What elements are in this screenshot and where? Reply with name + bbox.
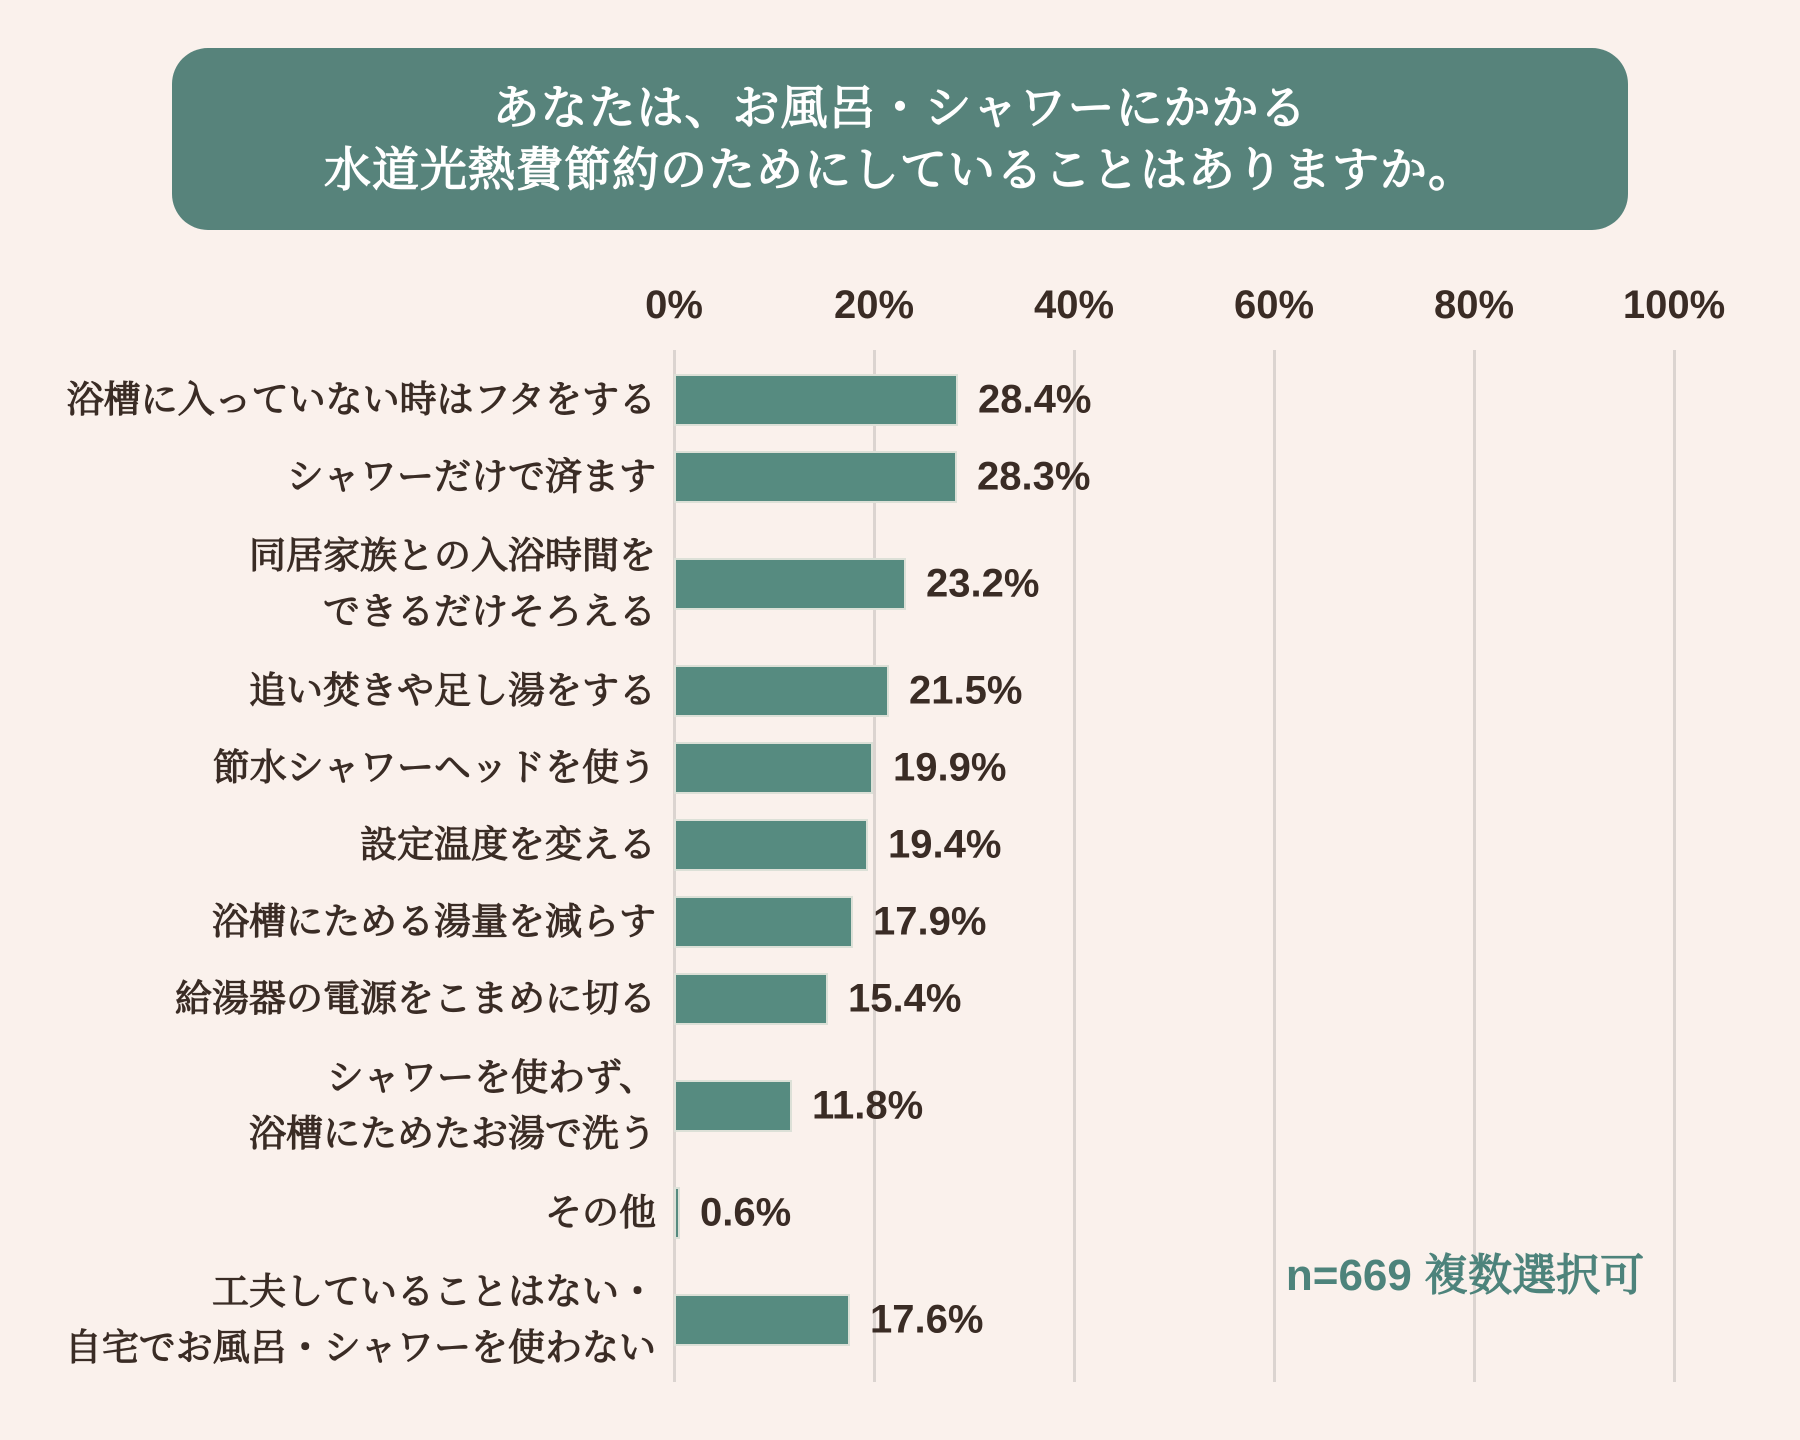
category-label bbox=[175, 971, 656, 1027]
bar bbox=[674, 742, 873, 794]
gridline bbox=[1473, 350, 1476, 1382]
x-axis-tick-label: 60% bbox=[1233, 283, 1315, 327]
title-banner bbox=[172, 48, 1628, 230]
x-axis-tick-label: 20% bbox=[833, 283, 915, 327]
bar bbox=[674, 1294, 850, 1346]
value-label: 15.4% bbox=[848, 976, 962, 1021]
category-label bbox=[65, 1264, 656, 1376]
bar bbox=[674, 896, 853, 948]
bar bbox=[674, 819, 868, 871]
category-label bbox=[249, 1050, 656, 1162]
category-label bbox=[287, 449, 656, 505]
category-label bbox=[213, 740, 656, 796]
category-label-line: 追い焚きや足し湯をする bbox=[249, 670, 656, 711]
category-label-line: 工夫していることはない・ bbox=[212, 1271, 656, 1312]
category-label bbox=[249, 663, 656, 719]
category-label bbox=[545, 1185, 656, 1241]
category-label-line: 自宅でお風呂・シャワーを使わない bbox=[64, 1327, 656, 1368]
bar bbox=[674, 1187, 680, 1239]
gridline bbox=[1273, 350, 1276, 1382]
category-label bbox=[67, 372, 656, 428]
x-axis-tick-label: 100% bbox=[1622, 283, 1726, 327]
category-label bbox=[212, 894, 656, 950]
value-label: 28.4% bbox=[978, 377, 1092, 422]
category-label-line: 設定温度を変える bbox=[360, 824, 656, 865]
bar bbox=[674, 558, 906, 610]
value-label: 21.5% bbox=[909, 668, 1023, 713]
category-label-line: シャワーを使わず、 bbox=[326, 1057, 656, 1098]
category-label-line: 浴槽にためる湯量を減らす bbox=[212, 901, 656, 942]
x-axis-tick-label: 40% bbox=[1033, 283, 1115, 327]
x-axis-tick-label: 0% bbox=[645, 283, 703, 327]
bar bbox=[674, 374, 958, 426]
category-label-line: 浴槽に入っていない時はフタをする bbox=[66, 379, 656, 420]
x-axis-tick-label: 80% bbox=[1433, 283, 1515, 327]
page-title-line1: あなたは、お風呂・シャワーにかかる bbox=[492, 81, 1308, 134]
bar bbox=[674, 1080, 792, 1132]
value-label: 0.6% bbox=[700, 1190, 792, 1235]
value-label: 17.6% bbox=[870, 1297, 984, 1342]
gridline bbox=[1673, 350, 1676, 1382]
page-title-line2: 水道光熱費節約のためにしていることはありますか。 bbox=[324, 143, 1476, 196]
value-label: 28.3% bbox=[977, 454, 1091, 499]
category-label bbox=[249, 528, 656, 640]
value-label: 19.9% bbox=[893, 745, 1007, 790]
category-label-line: 浴槽にためたお湯で洗う bbox=[249, 1113, 656, 1154]
category-label-line: 同居家族との入浴時間を bbox=[249, 535, 656, 576]
category-label-line: 節水シャワーヘッドを使う bbox=[212, 747, 656, 788]
value-label: 17.9% bbox=[873, 899, 987, 944]
category-label-line: シャワーだけで済ます bbox=[286, 456, 656, 497]
gridline bbox=[1073, 350, 1076, 1382]
bar bbox=[674, 665, 889, 717]
category-label bbox=[360, 817, 656, 873]
value-label: 23.2% bbox=[926, 561, 1040, 606]
gridline bbox=[873, 350, 876, 1382]
value-label: 11.8% bbox=[812, 1083, 924, 1128]
sample-size-note: n=669 複数選択可 bbox=[1285, 1251, 1645, 1300]
category-label-line: 給湯器の電源をこまめに切る bbox=[175, 978, 656, 1019]
category-label-line: その他 bbox=[545, 1192, 656, 1233]
category-label-line: できるだけそろえる bbox=[323, 591, 656, 632]
value-label: 19.4% bbox=[888, 822, 1002, 867]
bar bbox=[674, 973, 828, 1025]
bar bbox=[674, 451, 957, 503]
